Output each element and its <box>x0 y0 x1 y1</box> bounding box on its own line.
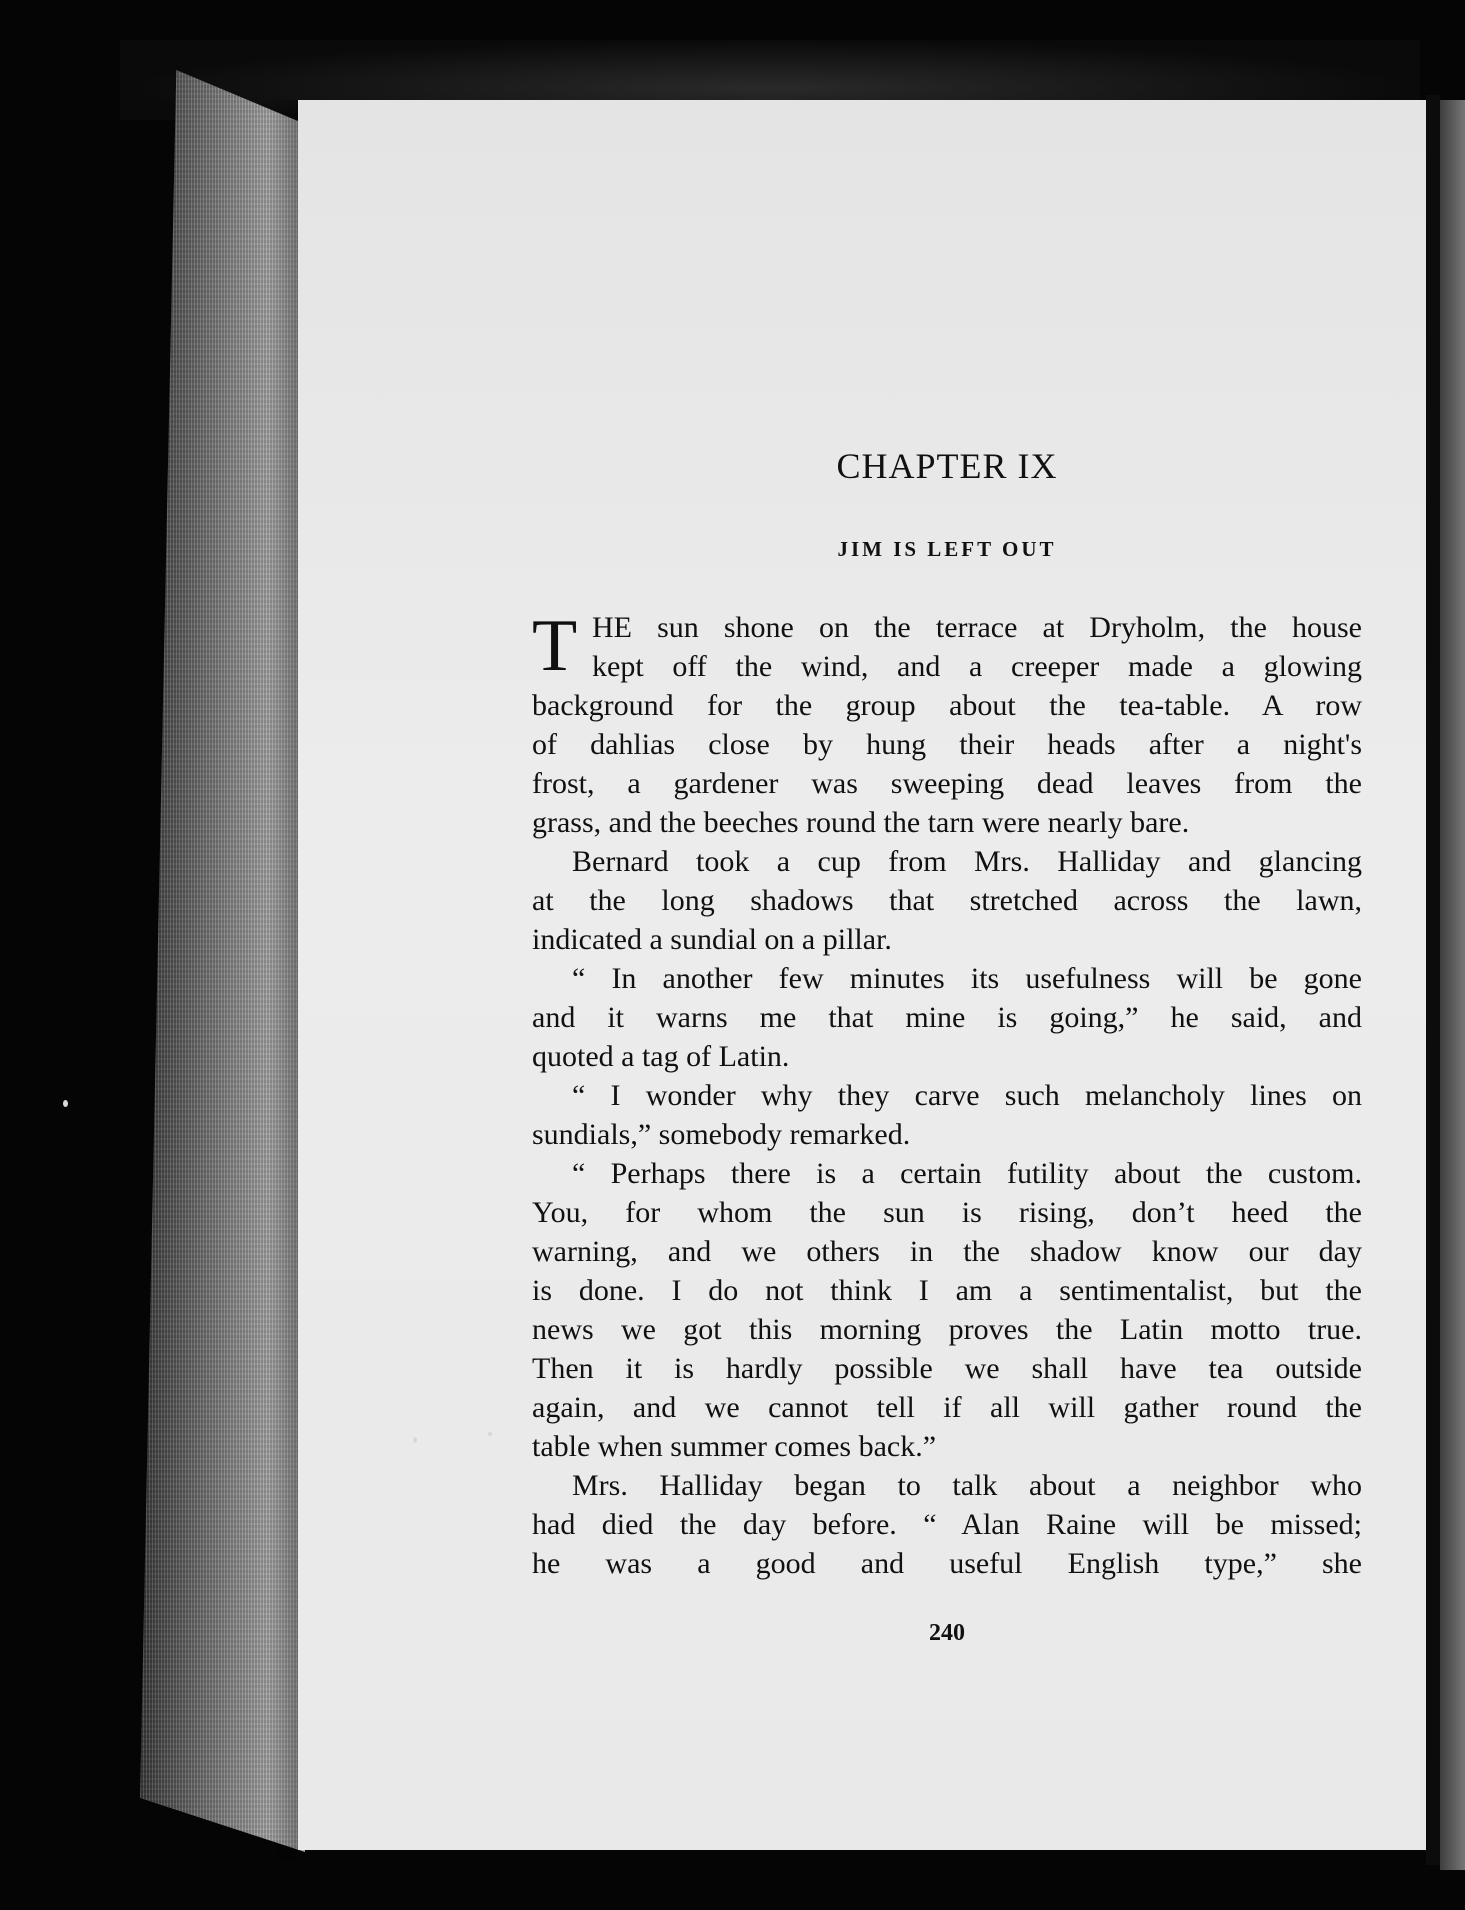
text-line: Bernard took a cup from Mrs. Halliday and glancing <box>572 845 1362 878</box>
text-line: and it warns me that mine is going,” he said, and <box>532 1001 1362 1034</box>
text-line: he was a good and useful English type,” she <box>532 1547 1362 1580</box>
scan-speck <box>413 1437 417 1443</box>
text-line: grass, and the beeches round the tarn were nearly bare. <box>532 806 1190 839</box>
text-line: You, for whom the sun is rising, don’t heed the <box>532 1196 1362 1229</box>
text-line: had died the day before. “ Alan Raine will be missed; <box>532 1508 1362 1541</box>
facing-page-sliver <box>1440 100 1465 1870</box>
text-line: quoted a tag of Latin. <box>532 1040 790 1073</box>
page-number: 240 <box>929 1620 965 1646</box>
page-edge-shadow <box>268 100 298 1860</box>
text-line: frost, a gardener was sweeping dead leaves from the <box>532 767 1362 800</box>
text-line: “ Perhaps there is a certain futility about the custom. <box>572 1157 1362 1190</box>
text-line: warning, and we others in the shadow know our day <box>532 1235 1362 1268</box>
text-line: at the long shadows that stretched across the lawn, <box>532 884 1362 917</box>
text-line: indicated a sundial on a pillar. <box>532 923 892 956</box>
text-line: again, and we cannot tell if all will gather round the <box>532 1391 1362 1424</box>
text-line: sundials,” somebody remarked. <box>532 1118 911 1151</box>
text-line: of dahlias close by hung their heads after a night's <box>532 728 1362 761</box>
text-line: “ In another few minutes its usefulness will be gone <box>572 962 1362 995</box>
drop-cap: T <box>532 605 578 687</box>
scan-speck <box>488 1432 492 1436</box>
scan-speck <box>63 1100 68 1107</box>
text-line: Mrs. Halliday began to talk about a neighbor who <box>572 1469 1362 1502</box>
text-line: news we got this morning proves the Latin motto true. <box>532 1313 1362 1346</box>
text-line: is done. I do not think I am a sentimentalist, but the <box>532 1274 1362 1307</box>
chapter-heading: CHAPTER IX <box>836 446 1058 486</box>
text-line: HE sun shone on the terrace at Dryholm, the house <box>592 611 1362 644</box>
binding-edge <box>1426 95 1440 1865</box>
text-line: “ I wonder why they carve such melancholy lines on <box>572 1079 1362 1112</box>
text-line: background for the group about the tea-table. A row <box>532 689 1362 722</box>
text-line: kept off the wind, and a creeper made a glowing <box>592 650 1362 683</box>
text-line: table when summer comes back.” <box>532 1430 937 1463</box>
chapter-title: JIM IS LEFT OUT <box>837 537 1057 561</box>
body-text <box>532 605 1362 1583</box>
text-line: Then it is hardly possible we shall have tea outside <box>532 1352 1362 1385</box>
